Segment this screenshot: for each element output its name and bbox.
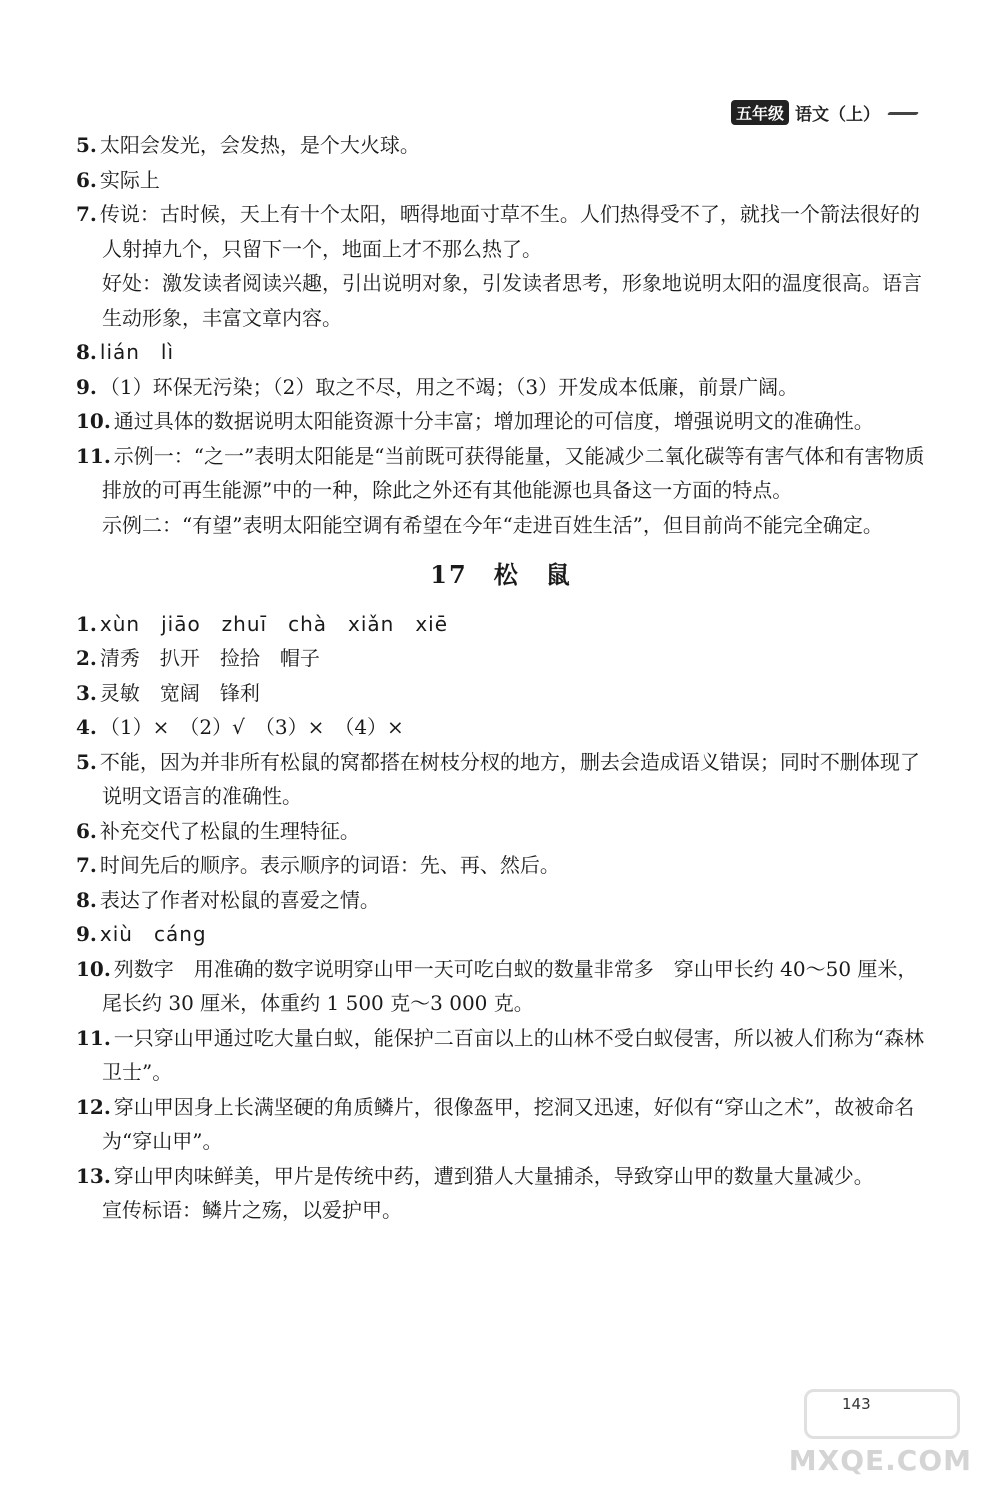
answer-item xyxy=(76,197,926,266)
answer-text: lián lì xyxy=(99,340,175,364)
answer-number: 3. xyxy=(76,680,97,705)
answer-text: 宣传标语：鳞片之殇，以爱护甲。 xyxy=(102,1198,402,1222)
answer-text: 一只穿山甲通过吃大量白蚁，能保护二百亩以上的山林不受白蚁侵害，所以被人们称为“森林卫士”。 xyxy=(102,1025,925,1084)
answer-item xyxy=(76,676,926,711)
answer-number: 1. xyxy=(76,611,97,636)
header-decoration-icon xyxy=(886,106,922,120)
answer-text: 时间先后的顺序。表示顺序的词语：先、再、然后。 xyxy=(99,853,560,877)
answer-text: 示例一：“之一”表明太阳能是“当前既可获得能量，又能减少二氧化碳等有害气体和有害物质排放的可再生能源”中的一种，除此之外还有其他能源也具备这一方面的特点。 xyxy=(102,443,925,502)
answer-item xyxy=(76,266,926,335)
answer-item xyxy=(76,335,926,370)
answer-text: xiù cáng xyxy=(99,922,207,946)
answer-text: 实际上 xyxy=(99,167,160,192)
answer-number: 9. xyxy=(76,922,97,946)
answer-item xyxy=(76,883,926,918)
answer-item xyxy=(76,404,926,439)
answer-text: 太阳会发光，会发热，是个大火球。 xyxy=(99,133,420,157)
answer-text: （1）× （2）√ （3）× （4）× xyxy=(99,715,404,739)
answer-item xyxy=(76,508,926,543)
answer-text: 穿山甲因身上长满坚硬的角质鳞片，很像盔甲，挖洞又迅速，好似有“穿山之术”，故被命名为“穿山甲”。 xyxy=(102,1094,915,1153)
subject-label: 语文（上） xyxy=(795,105,880,125)
answer-item xyxy=(76,848,926,883)
answer-number: 8. xyxy=(76,887,97,912)
answer-text: 表达了作者对松鼠的喜爱之情。 xyxy=(99,887,380,912)
answer-item xyxy=(76,128,926,163)
answer-text: 好处：激发读者阅读兴趣，引出说明对象，引发读者思考，形象地说明太阳的温度很高。语言生动形象，丰富文章内容。 xyxy=(102,271,922,330)
answer-item xyxy=(76,439,926,508)
answer-number: 8. xyxy=(76,340,97,364)
answer-item xyxy=(76,1021,926,1090)
answer-item xyxy=(76,1193,926,1228)
answer-text: 灵敏 宽阔 锋利 xyxy=(99,680,260,705)
answer-item xyxy=(76,607,926,642)
answer-text: xùn jiāo zhuī chà xiǎn xiē xyxy=(99,611,449,636)
answer-content xyxy=(76,128,926,1228)
answer-text: 列数字 用准确的数字说明穿山甲一天可吃白蚁的数量非常多 穿山甲长约 40～50 厘米，尾长约 30 厘米，体重约 1 500 克～3 000 克。 xyxy=(102,956,918,1015)
answer-number: 6. xyxy=(76,167,97,192)
answer-number: 4. xyxy=(76,715,97,739)
answer-text: 不能，因为并非所有松鼠的窝都搭在树枝分杈的地方，删去会造成语义错误；同时不删体现了说明文语言的准确性。 xyxy=(99,749,920,808)
answer-item xyxy=(76,952,926,1021)
answer-item xyxy=(76,1159,926,1194)
answer-text: 通过具体的数据说明太阳能资源十分丰富；增加理论的可信度，增强说明文的准确性。 xyxy=(113,409,874,433)
answer-number: 7. xyxy=(76,202,97,226)
answer-text: 清秀 扒开 捡拾 帽子 xyxy=(99,646,320,670)
answer-text: （1）环保无污染；（2）取之不尽，用之不竭；（3）开发成本低廉，前景广阔。 xyxy=(99,374,799,399)
watermark-logo-icon xyxy=(804,1389,960,1439)
page-number: 143 xyxy=(842,1395,871,1413)
watermark-text: MXQE.COM xyxy=(788,1444,972,1477)
answer-number: 5. xyxy=(76,133,97,157)
answer-number: 7. xyxy=(76,853,97,877)
answer-item xyxy=(76,163,926,198)
answer-text: 穿山甲肉味鲜美，甲片是传统中药，遭到猎人大量捕杀，导致穿山甲的数量大量减少。 xyxy=(113,1163,874,1188)
page-header xyxy=(731,100,922,125)
answer-item xyxy=(76,641,926,676)
answer-text: 示例二：“有望”表明太阳能空调有希望在今年“走进百姓生活”，但目前尚不能完全确定。 xyxy=(102,512,883,537)
answer-number: 5. xyxy=(76,749,97,774)
answer-number: 13. xyxy=(76,1163,111,1188)
answer-item xyxy=(76,745,926,814)
answer-number: 10. xyxy=(76,956,111,981)
answer-number: 11. xyxy=(76,1025,111,1050)
answer-item xyxy=(76,710,926,745)
answer-number: 9. xyxy=(76,374,97,399)
answer-text: 传说：古时候，天上有十个太阳，晒得地面寸草不生。人们热得受不了，就找一个箭法很好的人射掉九个，只留下一个，地面上才不那么热了。 xyxy=(99,202,920,261)
answers-part-1 xyxy=(76,128,926,542)
grade-label: 五年级 xyxy=(731,100,789,125)
answer-item xyxy=(76,370,926,405)
section-title: 17 松 鼠 xyxy=(430,560,572,589)
answer-number: 11. xyxy=(76,443,111,468)
answer-text: 补充交代了松鼠的生理特征。 xyxy=(99,818,360,843)
answer-item xyxy=(76,917,926,952)
answer-number: 2. xyxy=(76,646,97,670)
answer-item xyxy=(76,1090,926,1159)
answer-number: 10. xyxy=(76,409,111,433)
answer-number: 6. xyxy=(76,818,97,843)
answer-item xyxy=(76,814,926,849)
answers-part-2 xyxy=(76,607,926,1228)
answer-number: 12. xyxy=(76,1094,111,1119)
